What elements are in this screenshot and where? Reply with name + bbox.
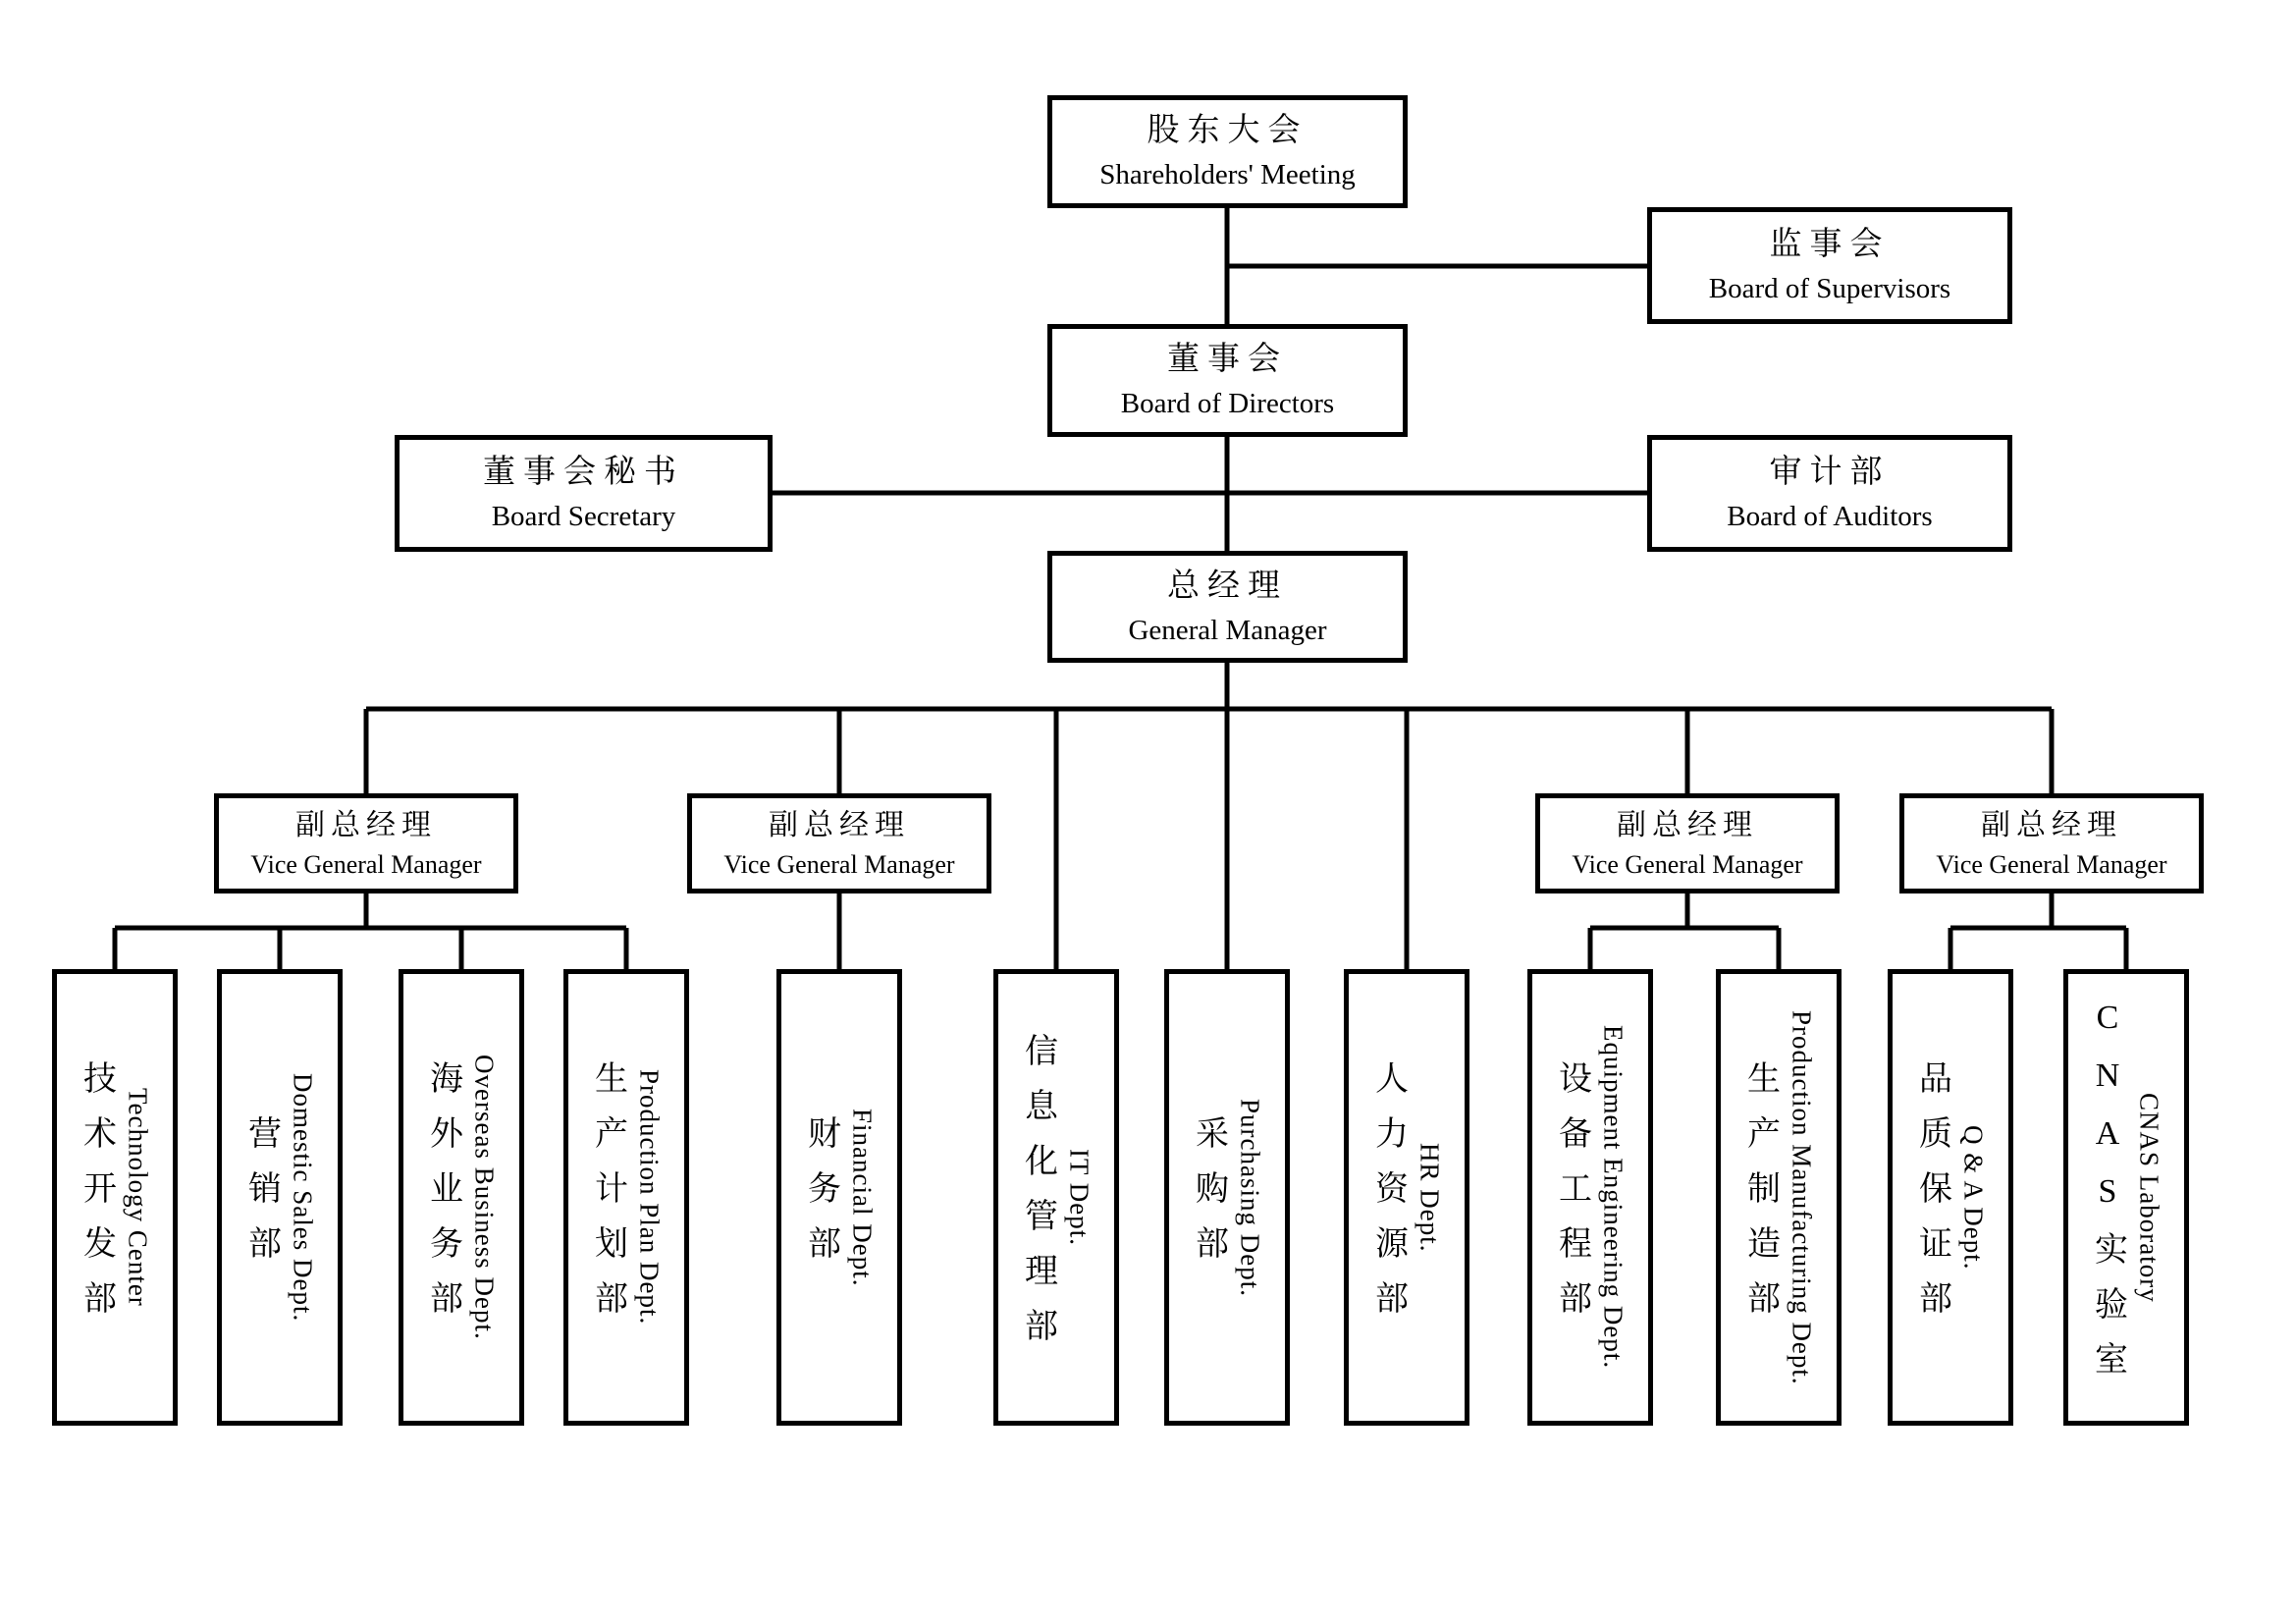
dept-label-zh: 品质保证部 (1913, 1059, 1950, 1335)
gm-label-zh: 总经理 (1167, 568, 1288, 604)
dept-label-zh: 海外业务部 (424, 1059, 461, 1335)
dept-box-qa (1888, 969, 2013, 1426)
dept-label-en: Q & A Dept. (1958, 1124, 1989, 1271)
dept-box-technology-center (52, 969, 178, 1426)
secretary-label-en: Board Secretary (491, 501, 676, 533)
dept-label-en: CNAS Laboratory (2134, 1092, 2164, 1303)
dept-label-zh: 生产制造部 (1741, 1059, 1779, 1335)
vgm1-label-en: Vice General Manager (250, 849, 482, 879)
dept-label-en: IT Dept. (1064, 1149, 1095, 1246)
auditors-label-en: Board of Auditors (1727, 501, 1933, 533)
dept-box-purchasing (1164, 969, 1290, 1426)
secretary-label-zh: 董事会秘书 (483, 455, 684, 491)
vgm1-label-zh: 副总经理 (295, 809, 437, 842)
vgm4-label-zh: 副总经理 (1981, 809, 2122, 842)
supervisors-label-en: Board of Supervisors (1708, 273, 1951, 305)
dept-label-en: Production Manufacturing Dept. (1787, 1009, 1817, 1385)
dept-box-financial (776, 969, 902, 1426)
node-board-secretary (395, 435, 773, 552)
dept-label-zh: CNAS实验室 (2089, 999, 2126, 1396)
gm-label-en: General Manager (1128, 614, 1327, 646)
node-general-manager (1047, 551, 1408, 663)
node-vice-general-manager-3 (1535, 793, 1840, 893)
dept-label-zh: 人力资源部 (1369, 1059, 1407, 1335)
shareholders-label-en: Shareholders' Meeting (1099, 159, 1356, 191)
dept-box-it (993, 969, 1119, 1426)
dept-box-overseas-business (399, 969, 524, 1426)
directors-label-zh: 董事会 (1167, 342, 1288, 378)
node-vice-general-manager-1 (214, 793, 518, 893)
dept-box-cnas-laboratory (2063, 969, 2189, 1426)
dept-label-en: Overseas Business Dept. (469, 1055, 500, 1340)
vgm3-label-en: Vice General Manager (1572, 849, 1803, 879)
dept-label-zh: 信息化管理部 (1019, 1032, 1056, 1363)
vgm3-label-zh: 副总经理 (1617, 809, 1758, 842)
node-vice-general-manager-2 (687, 793, 991, 893)
dept-label-zh: 采购部 (1190, 1114, 1227, 1280)
node-vice-general-manager-4 (1899, 793, 2204, 893)
dept-label-en: HR Dept. (1415, 1142, 1445, 1253)
dept-label-zh: 技术开发部 (78, 1059, 115, 1335)
dept-box-equipment-engineering (1527, 969, 1653, 1426)
dept-label-en: Financial Dept. (847, 1108, 878, 1287)
vgm4-label-en: Vice General Manager (1936, 849, 2167, 879)
dept-box-hr (1344, 969, 1469, 1426)
shareholders-label-zh: 股东大会 (1147, 113, 1308, 149)
vgm2-label-en: Vice General Manager (723, 849, 955, 879)
node-board-of-directors (1047, 324, 1408, 437)
dept-label-zh: 生产计划部 (589, 1059, 626, 1335)
node-shareholders-meeting (1047, 95, 1408, 208)
dept-box-production-manufacturing (1716, 969, 1842, 1426)
node-board-of-auditors (1647, 435, 2012, 552)
dept-label-zh: 设备工程部 (1553, 1059, 1590, 1335)
dept-label-en: Equipment Engineering Dept. (1598, 1025, 1629, 1370)
vgm2-label-zh: 副总经理 (769, 809, 910, 842)
dept-label-zh: 营销部 (242, 1114, 280, 1280)
auditors-label-zh: 审计部 (1769, 455, 1891, 491)
dept-box-domestic-sales (217, 969, 343, 1426)
supervisors-label-zh: 监事会 (1769, 227, 1891, 263)
dept-label-en: Production Plan Dept. (634, 1069, 665, 1326)
dept-label-zh: 财务部 (802, 1114, 839, 1280)
node-board-of-supervisors (1647, 207, 2012, 324)
directors-label-en: Board of Directors (1120, 388, 1335, 420)
dept-label-en: Purchasing Dept. (1235, 1098, 1265, 1297)
dept-label-en: Domestic Sales Dept. (288, 1072, 318, 1323)
dept-label-en: Technology Center (123, 1088, 153, 1307)
dept-box-production-plan (563, 969, 689, 1426)
